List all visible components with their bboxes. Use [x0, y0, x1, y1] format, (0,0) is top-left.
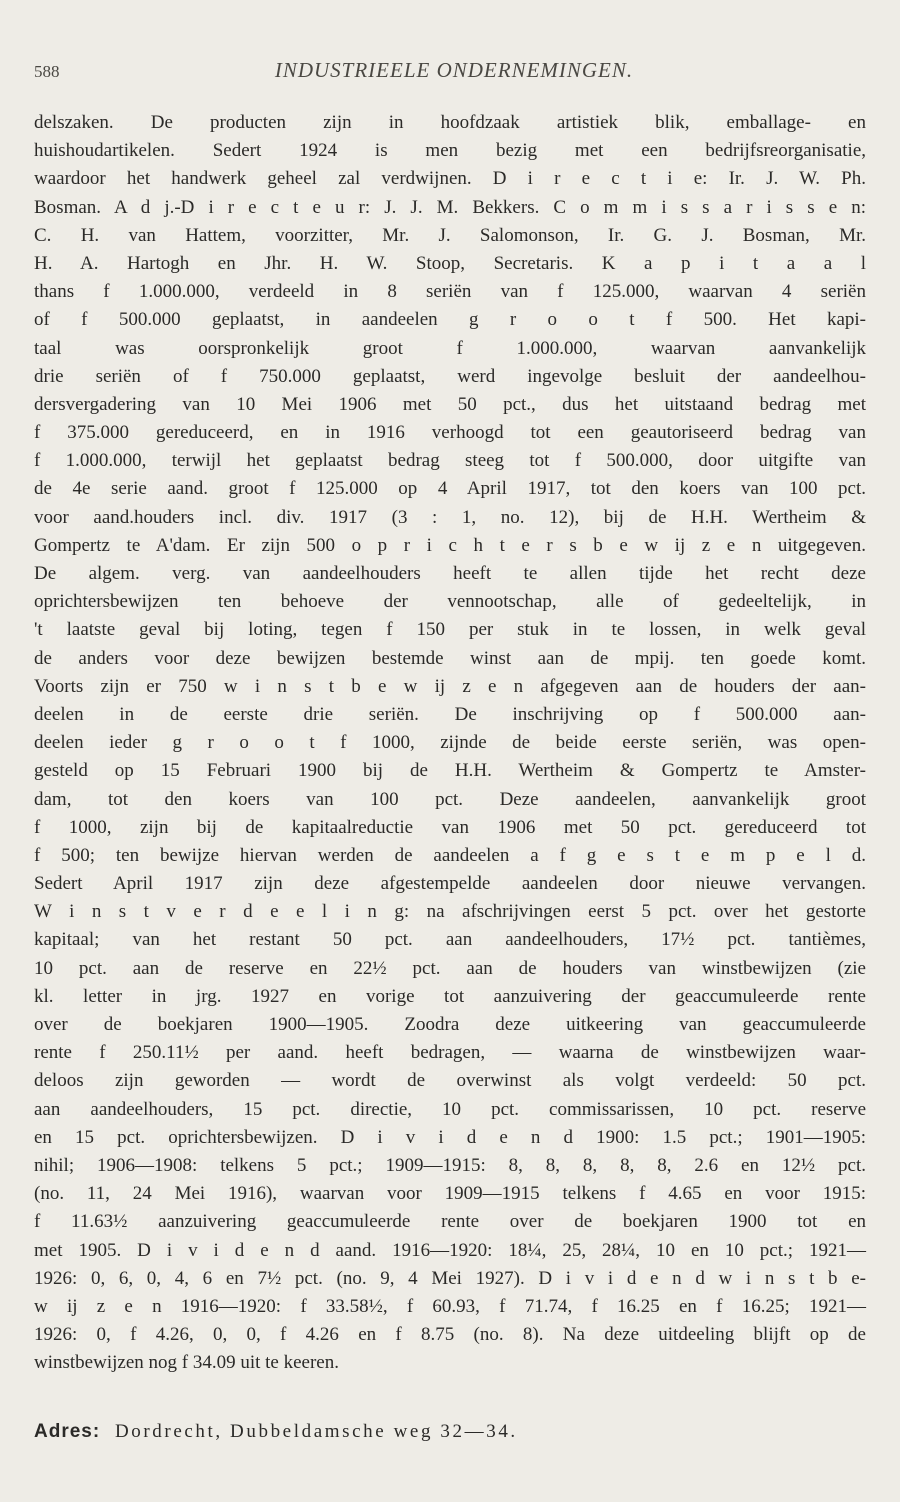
text-line: deelen in de eerste drie seriën. De inschrijving op f 500.000 aan- — [34, 703, 866, 725]
text-line: 10 pct. aan de reserve en 22½ pct. aan de houders van winstbewijzen (zie — [34, 957, 866, 979]
body-text — [34, 109, 866, 1377]
text-line: voor aand.houders incl. div. 1917 (3 : 1, no. 12), bij de H.H. Wertheim & — [34, 506, 866, 528]
text-line: thans f 1.000.000, verdeeld in 8 seriën van f 125.000, waarvan 4 seriën — [34, 281, 866, 303]
text-line: gesteld op 15 Februari 1900 bij de H.H. Wertheim & Gompertz te Amster- — [34, 760, 866, 782]
text-line: en 15 pct. oprichtersbewijzen. D i v i d e n d 1900: 1.5 pct.; 1901—1905: — [34, 1126, 866, 1148]
text-line: Voorts zijn er 750 w i n s t b e w ij z e n afgegeven aan de houders der aan- — [34, 675, 866, 697]
address-value: Dordrecht, Dubbeldamsche weg 32—34. — [114, 1421, 518, 1442]
text-line: De algem. verg. van aandeelhouders heeft te allen tijde het recht deze — [34, 563, 866, 584]
text-line: aan aandeelhouders, 15 pct. directie, 10 pct. commissarissen, 10 pct. reserve — [34, 1098, 866, 1120]
text-line: dam, tot den koers van 100 pct. Deze aandeelen, aanvankelijk groot — [34, 788, 866, 810]
text-line: waardoor het handwerk geheel zal verdwijnen. D i r e c t i e: Ir. J. W. Ph. — [34, 168, 866, 190]
page-header — [34, 58, 874, 88]
text-line: delszaken. De producten zijn in hoofdzaak artistiek blik, emballage- en — [34, 112, 866, 133]
text-line: met 1905. D i v i d e n d aand. 1916—1920: 18¼, 25, 28¼, 10 en 10 pct.; 1921— — [34, 1239, 866, 1261]
text-line: taal was oorspronkelijk groot f 1.000.000, waarvan aanvankelijk — [34, 337, 866, 359]
text-line: dersvergadering van 10 Mei 1906 met 50 pct., dus het uitstaand bedrag met — [34, 393, 866, 415]
text-line: Bosman. A d j.-D i r e c t e u r: J. J. M. Bekkers. C o m m i s s a r i s s e n: — [34, 196, 866, 218]
text-line: C. H. van Hattem, voorzitter, Mr. J. Salomonson, Ir. G. J. Bosman, Mr. — [34, 224, 866, 246]
text-line: rente f 250.11½ per aand. heeft bedragen, — waarna de winstbewijzen waar- — [34, 1042, 866, 1064]
text-line: oprichtersbewijzen ten behoeve der vennootschap, alle of gedeeltelijk, in — [34, 591, 866, 613]
text-line: 1926: 0, f 4.26, 0, 0, f 4.26 en f 8.75 (no. 8). Na deze uitdeeling blijft op de — [34, 1324, 866, 1346]
text-line: kl. letter in jrg. 1927 en vorige tot aanzuivering der geaccumuleerde rente — [34, 985, 866, 1007]
text-line: 't laatste geval bij loting, tegen f 150 per stuk in te lossen, in welk geval — [34, 619, 866, 641]
text-line: de anders voor deze bewijzen bestemde winst aan de mpij. ten goede komt. — [34, 647, 866, 669]
text-line: w ij z e n 1916—1920: f 33.58½, f 60.93, f 71.74, f 16.25 en f 16.25; 1921— — [34, 1295, 866, 1317]
text-line: (no. 11, 24 Mei 1916), waarvan voor 1909—1915 telkens f 4.65 en voor 1915: — [34, 1183, 866, 1205]
text-line: de 4e serie aand. groot f 125.000 op 4 April 1917, tot den koers van 100 pct. — [34, 478, 866, 500]
text-line: winstbewijzen nog f 34.09 uit te keeren. — [34, 1352, 339, 1374]
text-line: Gompertz te A'dam. Er zijn 500 o p r i c h t e r s b e w ij z e n uitgegeven. — [34, 534, 866, 556]
text-line: f 1.000.000, terwijl het geplaatst bedrag steeg tot f 500.000, door uitgifte van — [34, 450, 866, 472]
text-line: deelen ieder g r o o t f 1000, zijnde de beide eerste seriën, was open- — [34, 732, 866, 754]
text-line: f 500; ten bewijze hiervan werden de aandeelen a f g e s t e m p e l d. — [34, 844, 866, 866]
text-line: H. A. Hartogh en Jhr. H. W. Stoop, Secretaris. K a p i t a a l — [34, 252, 866, 274]
text-line: f 11.63½ aanzuivering geaccumuleerde rente over de boekjaren 1900 tot en — [34, 1211, 866, 1233]
text-line: deloos zijn geworden — wordt de overwinst als volgt verdeeld: 50 pct. — [34, 1070, 866, 1092]
text-line: nihil; 1906—1908: telkens 5 pct.; 1909—1915: 8, 8, 8, 8, 8, 2.6 en 12½ pct. — [34, 1154, 866, 1176]
address-line — [34, 1418, 518, 1446]
text-line: huishoudartikelen. Sedert 1924 is men bezig met een bedrijfsreorganisatie, — [34, 140, 866, 162]
text-line: W i n s t v e r d e e l i n g: na afschrijvingen eerst 5 pct. over het gestorte — [34, 901, 866, 923]
text-line: f 1000, zijn bij de kapitaalreductie van 1906 met 50 pct. gereduceerd tot — [34, 816, 866, 838]
text-line: over de boekjaren 1900—1905. Zoodra deze uitkeering van geaccumuleerde — [34, 1014, 866, 1035]
text-line: kapitaal; van het restant 50 pct. aan aandeelhouders, 17½ pct. tantièmes, — [34, 929, 866, 951]
text-line: of f 500.000 geplaatst, in aandeelen g r o o t f 500. Het kapi- — [34, 309, 866, 331]
text-line: 1926: 0, 6, 0, 4, 6 en 7½ pct. (no. 9, 4 Mei 1927). D i v i d e n d w i n s t b e- — [34, 1267, 866, 1289]
address-label: Adres: — [34, 1421, 101, 1442]
running-title: INDUSTRIEELE ONDERNEMINGEN. — [274, 58, 634, 82]
text-line: f 375.000 gereduceerd, en in 1916 verhoogd tot een geautoriseerd bedrag van — [34, 422, 866, 444]
page-number: 588 — [34, 62, 60, 81]
text-line: drie seriën of f 750.000 geplaatst, werd ingevolge besluit der aandeelhou- — [34, 365, 866, 387]
text-line: Sedert April 1917 zijn deze afgestempelde aandeelen door nieuwe vervangen. — [34, 873, 866, 895]
